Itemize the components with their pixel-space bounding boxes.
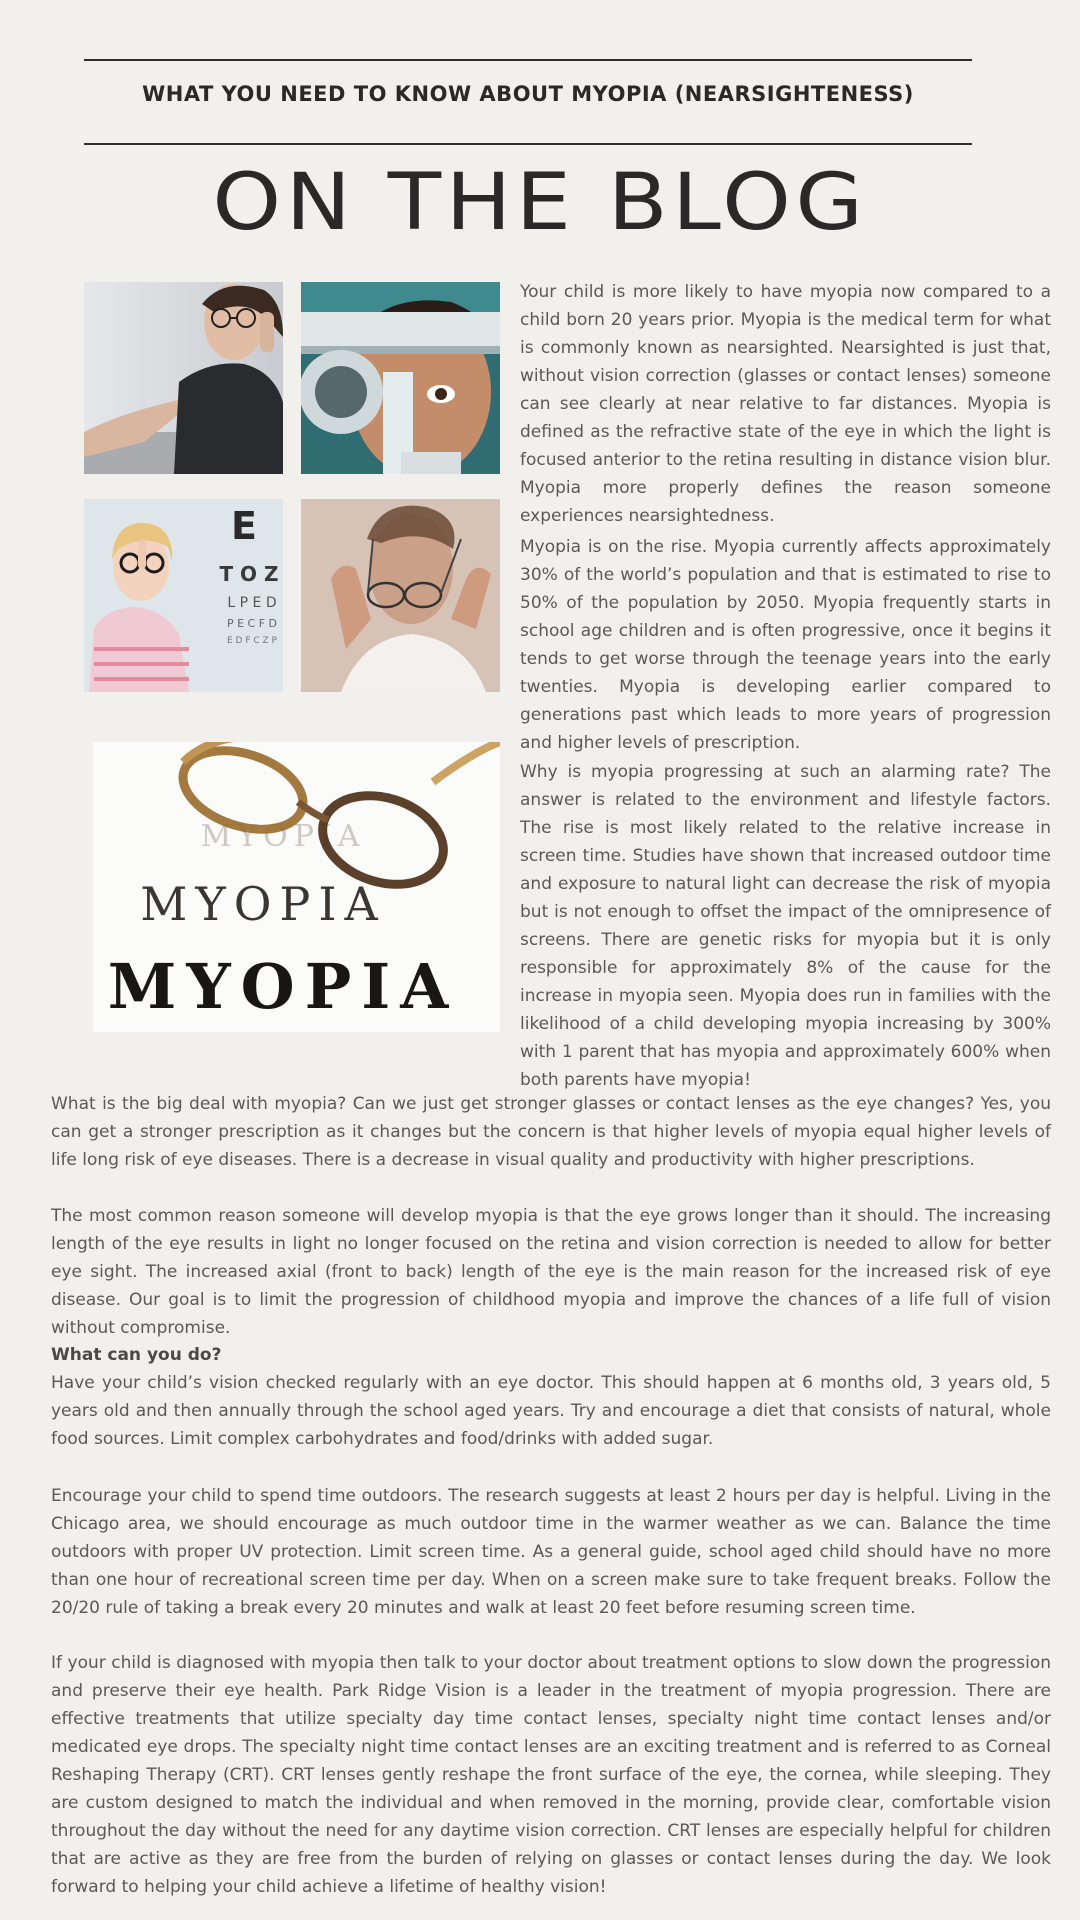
body-paragraph: What is the big deal with myopia? Can we just get stronger glasses or contact lenses as the eye changes? Yes, you can get a stronger prescription as it changes but the concern is that higher levels of myopia equal higher levels of life long risk of eye diseases. There is a decrease in visual quality and productivity with higher prescriptions. <box>51 1094 1051 1170</box>
svg-text:E: E <box>231 504 257 548</box>
blog-masthead: ON THE BLOG <box>212 158 868 248</box>
boy-eye-exam-photo <box>301 282 500 474</box>
body-paragraph: The most common reason someone will develop myopia is that the eye grows longer than it should. The increasing length of the eye results in light no longer focused on the retina and vision correction is needed to allow for better eye sight. The increased axial (front to back) length of the eye is the main reason for the increased risk of eye disease. Our goal is to limit the progression of childhood myopia and improve the chances of a life full of vision without compromise. <box>51 1206 1051 1338</box>
svg-text:MYOPIA: MYOPIA <box>107 950 459 1023</box>
svg-text:T O Z: T O Z <box>219 562 279 586</box>
side-paragraph: Why is myopia progressing at such an alarming rate? The answer is related to the environment and lifestyle factors. The rise is most likely related to the relative increase in screen time. Studies have shown that increased outdoor time and exposure to natural light can decrease the risk of myopia but is not enough to offset the impact of the omnipresence of screens. There are genetic risks for myopia but it is only responsible for approximately 8% of the cause for the increase in myopia seen. Myopia does run in families with the likelihood of a child developing myopia increasing by 300% with 1 parent that has myopia and approximately 600% when both parents have myopia! <box>520 762 1051 1090</box>
glasses-on-myopia-text-photo <box>93 742 500 1032</box>
svg-text:E D F C Z P: E D F C Z P <box>227 636 277 646</box>
article-kicker: WHAT YOU NEED TO KNOW ABOUT MYOPIA (NEARSIGHTENESS) <box>142 82 914 106</box>
what-can-you-do-section <box>51 1341 1051 1453</box>
side-paragraph: Your child is more likely to have myopia now compared to a child born 20 years prior. Myopia is the medical term for what is commonly known as nearsighted. Nearsighted is just that, without vision correction (glasses or contact lenses) someone can see clearly at near relative to far distances. Myopia is defined as the refractive state of the eye in which the light is focused anterior to the retina resulting in distance vision blur. Myopia more properly defines the reason someone experiences nearsightedness. <box>520 282 1051 526</box>
header-rule-top <box>84 59 972 61</box>
svg-text:MYOPIA: MYOPIA <box>200 819 366 854</box>
body-paragraph: Encourage your child to spend time outdoors. The research suggests at least 2 hours per day is helpful. Living in the Chicago area, we should encourage as much outdoor time in the warmer weather as we can. Balance the time outdoors with proper UV protection. Limit screen time. As a general guide, school aged child should have no more than one hour of recreational screen time per day. When on a screen make sure to take frequent breaks. Follow the 20/20 rule of taking a break every 20 minutes and walk at least 20 feet before resuming screen time. <box>51 1486 1051 1618</box>
header-rule-bottom <box>84 143 972 145</box>
woman-squinting-glasses-photo <box>84 282 283 474</box>
girl-eye-chart-photo <box>84 499 283 692</box>
body-paragraph: If your child is diagnosed with myopia then talk to your doctor about treatment options to slow down the progression and preserve their eye health. Park Ridge Vision is a leader in the treatment of myopia progression. There are effective treatments that utilize specialty day time contact lenses, specialty night time contact lenses and/or medicated eye drops. The specialty night time contact lenses are an exciting treatment and is referred to as Corneal Reshaping Therapy (CRT). CRT lenses gently reshape the front surface of the eye, the cornea, while sleeping. They are custom designed to match the individual and when removed in the morning, provide clear, comfortable vision throughout the day without the need for any daytime vision correction. CRT lenses are especially helpful for children that are active as they are free from the burden of relying on glasses or contact lenses during the day. We look forward to helping your child achieve a lifetime of healthy vision! <box>51 1653 1051 1897</box>
man-blurry-glasses-photo <box>301 499 500 692</box>
svg-text:MYOPIA: MYOPIA <box>140 877 386 931</box>
section-heading: What can you do? <box>51 1345 222 1365</box>
side-paragraph: Myopia is on the rise. Myopia currently affects approximately 30% of the world’s population and that is estimated to rise to 50% of the population by 2050. Myopia frequently starts in school age children and is often progressive, once it begins it tends to get worse through the teenage years into the early twenties. Myopia is developing earlier compared to generations past which leads to more years of progression and higher levels of prescription. <box>520 537 1051 753</box>
svg-text:L P E D: L P E D <box>227 595 277 611</box>
body-paragraph: Have your child’s vision checked regularly with an eye doctor. This should happen at 6 months old, 3 years old, 5 years old and then annually through the school aged years. Try and encourage a diet that consists of natural, whole food sources. Limit complex carbohydrates and food/drinks with added sugar. <box>51 1373 1051 1449</box>
svg-text:P E C F D: P E C F D <box>226 617 278 630</box>
